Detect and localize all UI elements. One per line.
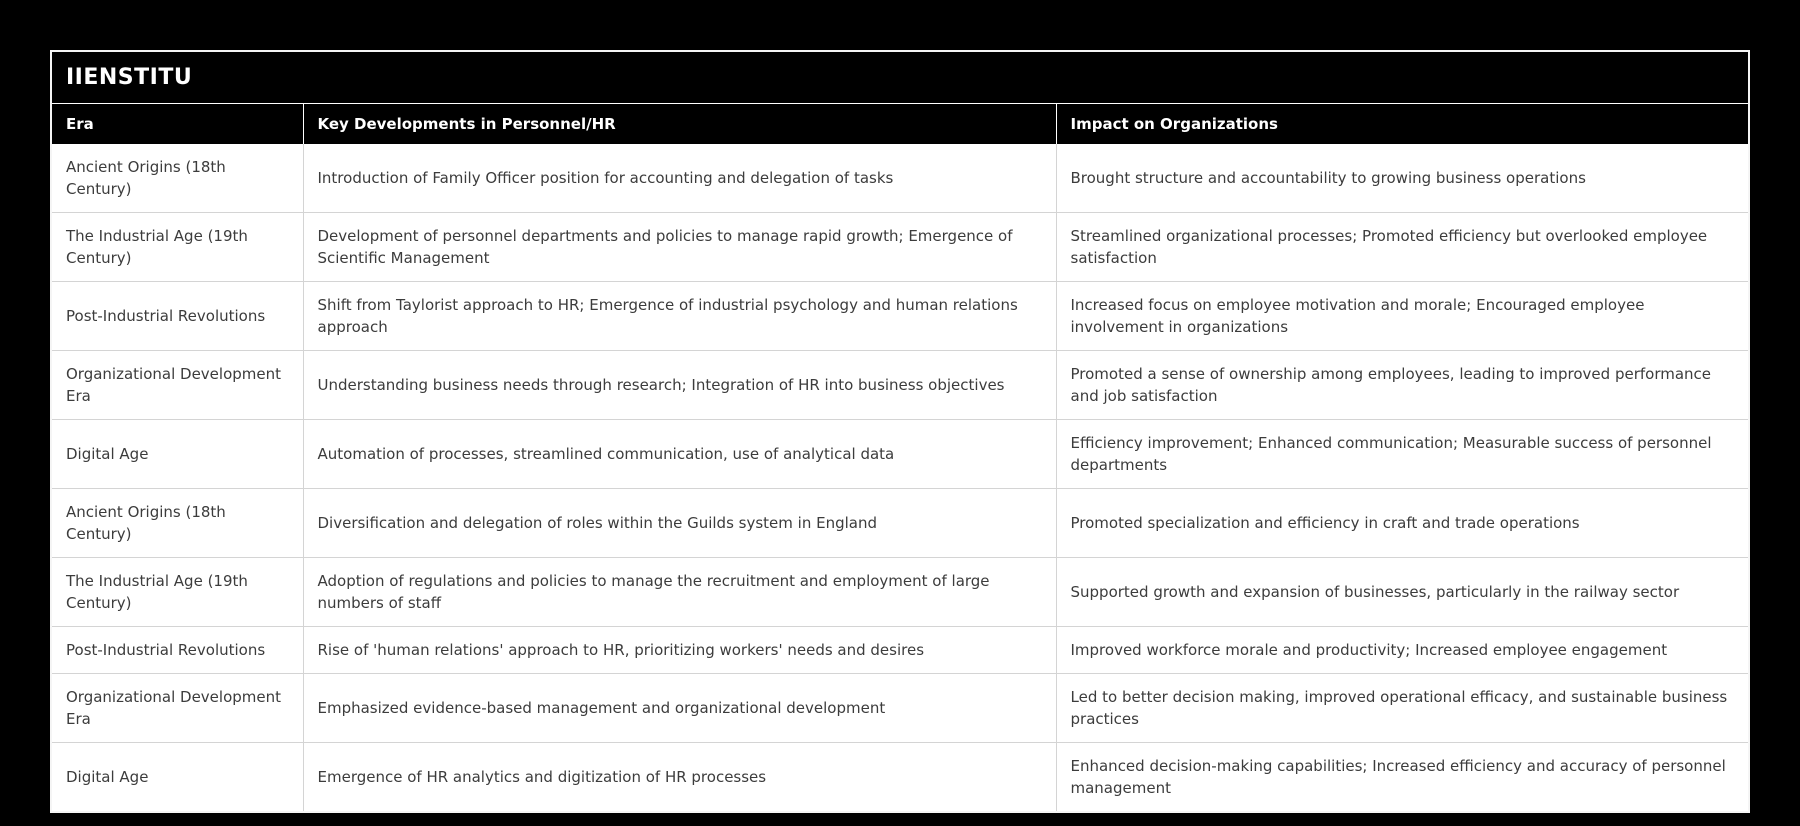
development-cell: Shift from Taylorist approach to HR; Emergence of industrial psychology and human relations approach [303, 282, 1056, 351]
impact-cell: Promoted a sense of ownership among employees, leading to improved performance and job satisfaction [1056, 351, 1748, 420]
development-cell: Introduction of Family Officer position for accounting and delegation of tasks [303, 144, 1056, 213]
table-row [52, 351, 1748, 420]
column-header-era: Era [52, 104, 303, 144]
column-header-impact: Impact on Organizations [1056, 104, 1748, 144]
era-cell: The Industrial Age (19th Century) [52, 213, 303, 282]
table-row [52, 674, 1748, 743]
column-header-developments: Key Developments in Personnel/HR [303, 104, 1056, 144]
development-cell: Rise of 'human relations' approach to HR, prioritizing workers' needs and desires [303, 627, 1056, 674]
development-cell: Understanding business needs through research; Integration of HR into business objectives [303, 351, 1056, 420]
impact-cell: Improved workforce morale and productivity; Increased employee engagement [1056, 627, 1748, 674]
era-cell: Post-Industrial Revolutions [52, 627, 303, 674]
era-cell: Organizational Development Era [52, 674, 303, 743]
hr-history-table-card [50, 50, 1750, 813]
impact-cell: Brought structure and accountability to growing business operations [1056, 144, 1748, 213]
impact-cell: Led to better decision making, improved operational efficacy, and sustainable business practices [1056, 674, 1748, 743]
impact-cell: Enhanced decision-making capabilities; Increased efficiency and accuracy of personnel management [1056, 743, 1748, 812]
table-row [52, 489, 1748, 558]
era-cell: Ancient Origins (18th Century) [52, 489, 303, 558]
table-row [52, 627, 1748, 674]
header-row [52, 104, 1748, 144]
era-cell: The Industrial Age (19th Century) [52, 558, 303, 627]
impact-cell: Increased focus on employee motivation and morale; Encouraged employee involvement in organizations [1056, 282, 1748, 351]
era-cell: Post-Industrial Revolutions [52, 282, 303, 351]
impact-cell: Efficiency improvement; Enhanced communication; Measurable success of personnel departments [1056, 420, 1748, 489]
development-cell: Diversification and delegation of roles within the Guilds system in England [303, 489, 1056, 558]
development-cell: Adoption of regulations and policies to manage the recruitment and employment of large numbers of staff [303, 558, 1056, 627]
development-cell: Development of personnel departments and policies to manage rapid growth; Emergence of Scientific Management [303, 213, 1056, 282]
impact-cell: Promoted specialization and efficiency in craft and trade operations [1056, 489, 1748, 558]
hr-history-table [52, 104, 1748, 811]
development-cell: Automation of processes, streamlined communication, use of analytical data [303, 420, 1056, 489]
era-cell: Ancient Origins (18th Century) [52, 144, 303, 213]
table-row [52, 144, 1748, 213]
development-cell: Emphasized evidence-based management and organizational development [303, 674, 1056, 743]
impact-cell: Streamlined organizational processes; Promoted efficiency but overlooked employee satisfaction [1056, 213, 1748, 282]
table-row [52, 282, 1748, 351]
table-row [52, 213, 1748, 282]
impact-cell: Supported growth and expansion of businesses, particularly in the railway sector [1056, 558, 1748, 627]
table-row [52, 558, 1748, 627]
table-row [52, 420, 1748, 489]
era-cell: Digital Age [52, 743, 303, 812]
development-cell: Emergence of HR analytics and digitization of HR processes [303, 743, 1056, 812]
era-cell: Organizational Development Era [52, 351, 303, 420]
table-title: IIENSTITU [52, 52, 1748, 104]
era-cell: Digital Age [52, 420, 303, 489]
table-row [52, 743, 1748, 812]
